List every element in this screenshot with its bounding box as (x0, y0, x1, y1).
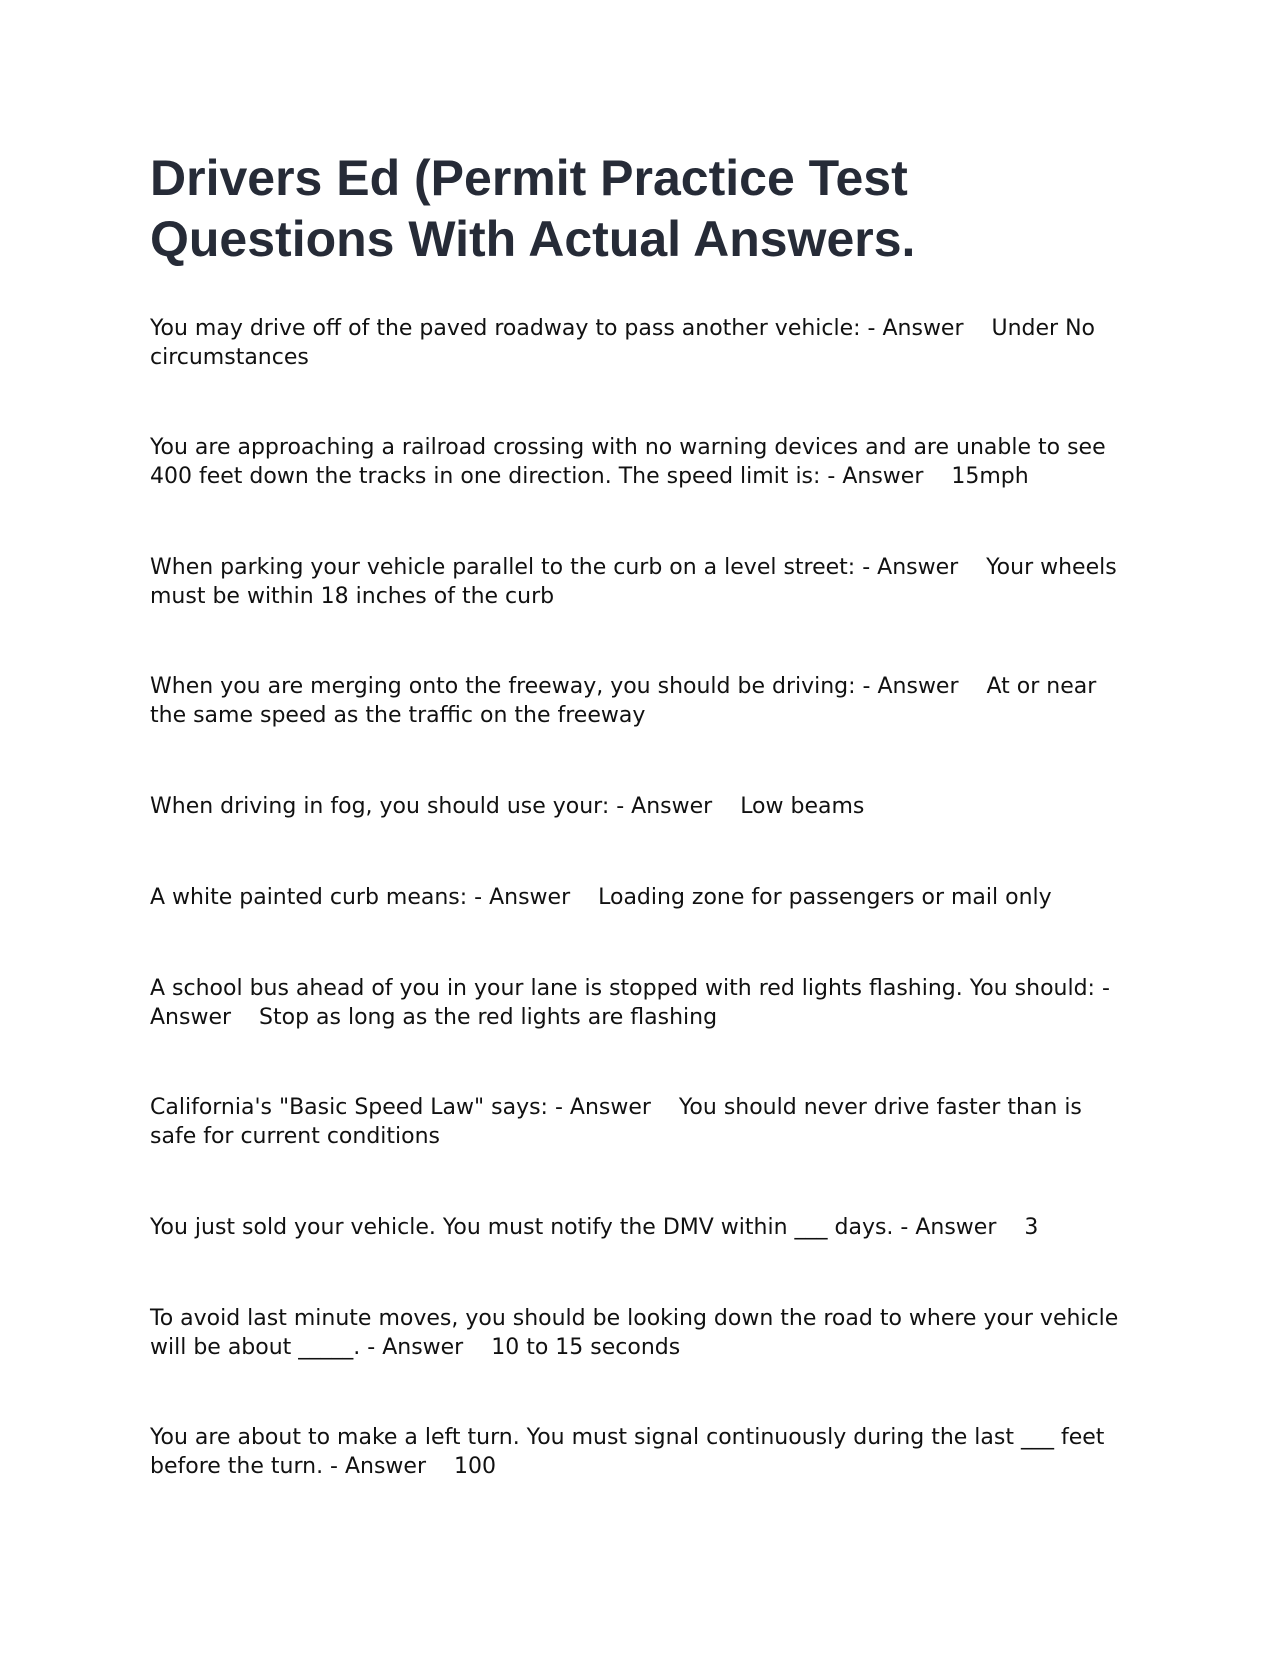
answer-text: Under No circumstances (150, 316, 1103, 370)
question-text: When you are merging onto the freeway, you should be driving: - Answer (150, 674, 959, 699)
question-item (150, 1423, 1135, 1481)
question-item (150, 433, 1135, 491)
question-item (150, 974, 1135, 1032)
question-text: You are about to make a left turn. You must signal continuously during the last ___ feet before the turn. - Answer (150, 1425, 1112, 1479)
answer-text: 100 (454, 1454, 496, 1479)
question-item (150, 1304, 1135, 1362)
question-text: You may drive off of the paved roadway to pass another vehicle: - Answer (150, 316, 964, 341)
answer-text: Your wheels must be within 18 inches of the curb (150, 555, 1124, 609)
question-item (150, 553, 1135, 611)
answer-text: You should never drive faster than is safe for current conditions (150, 1095, 1089, 1149)
answer-text: At or near the same speed as the traffic on the freeway (150, 674, 1104, 728)
question-text: California's "Basic Speed Law" says: - Answer (150, 1095, 651, 1120)
answer-text: Low beams (740, 794, 865, 819)
question-item (150, 314, 1135, 372)
question-item (150, 883, 1135, 912)
question-item (150, 1213, 1135, 1242)
question-item (150, 1093, 1135, 1151)
answer-text: Stop as long as the red lights are flashing (259, 1005, 718, 1030)
question-text: A school bus ahead of you in your lane is stopped with red lights flashing. You should: - Answer (150, 976, 1117, 1030)
answer-text: 3 (1024, 1215, 1039, 1240)
question-text: When parking your vehicle parallel to the curb on a level street: - Answer (150, 555, 959, 580)
question-text: To avoid last minute moves, you should be looking down the road to where your vehicle will be about _____. - Answer (150, 1306, 1126, 1360)
question-text: You just sold your vehicle. You must notify the DMV within ___ days. - Answer (150, 1215, 997, 1240)
question-item (150, 792, 1135, 821)
question-item (150, 672, 1135, 730)
question-text: When driving in fog, you should use your: - Answer (150, 794, 713, 819)
question-text: A white painted curb means: - Answer (150, 885, 571, 910)
answer-text: 10 to 15 seconds (491, 1335, 681, 1360)
question-text: You are approaching a railroad crossing with no warning devices and are unable to see 400 feet down the tracks in one direction. The speed limit is: - Answer (150, 435, 1113, 489)
answer-text: 15mph (951, 464, 1029, 489)
page-title: Drivers Ed (Permit Practice Test Questions With Actual Answers. (150, 150, 916, 267)
answer-text: Loading zone for passengers or mail only (598, 885, 1052, 910)
